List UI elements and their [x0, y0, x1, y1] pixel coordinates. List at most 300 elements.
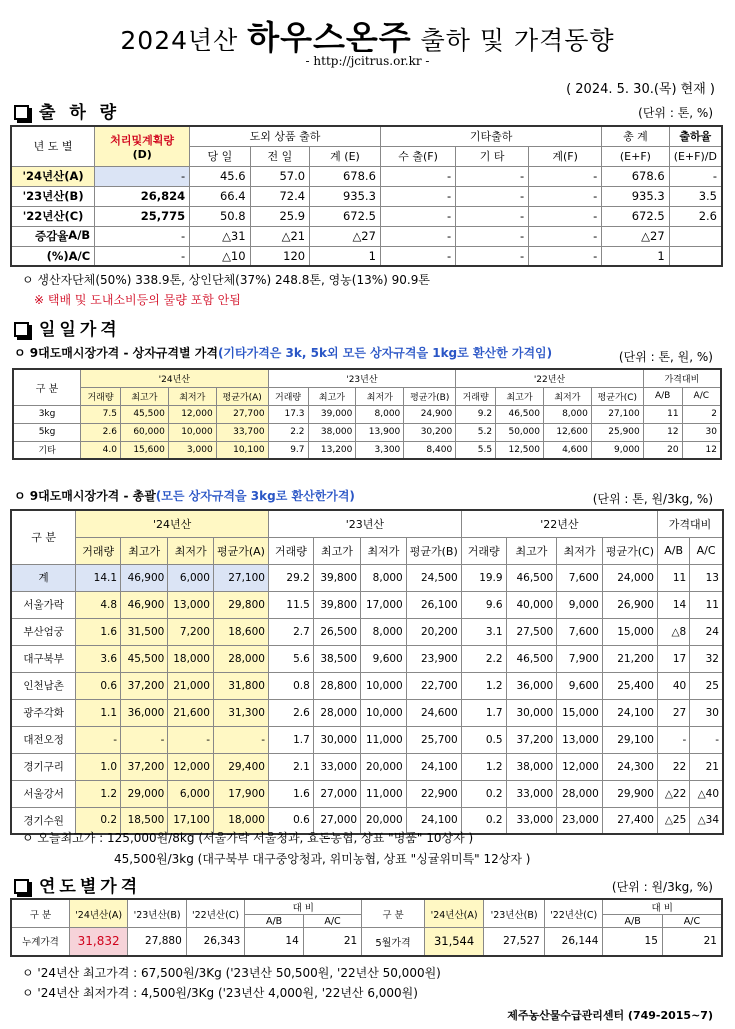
cell: 25,700: [406, 726, 461, 753]
yearly-low-note: ㅇ '24년산 최저가격 : 4,500원/3Kg ('23년산 4,000원, '22년산 6,000원): [22, 986, 418, 1000]
cell: 7,900: [557, 645, 603, 672]
cell: 30: [690, 699, 723, 726]
cell: 66.4: [190, 186, 250, 206]
th-col: 최고가: [313, 537, 360, 564]
th-col: 거래량: [268, 387, 308, 405]
cell: 1.2: [76, 780, 121, 807]
cell: 935.3: [310, 186, 381, 206]
cell: 1: [602, 246, 669, 266]
cell: 19.9: [461, 564, 506, 591]
checkbox-square-icon: [14, 879, 29, 894]
cell: 25,900: [591, 423, 643, 441]
cell: △27: [602, 226, 669, 246]
cell: 13: [690, 564, 723, 591]
cell: 39,800: [313, 591, 360, 618]
cell: 7.5: [81, 405, 121, 423]
cell: 10,000: [361, 672, 407, 699]
cell: 33,000: [506, 780, 557, 807]
cell: 672.5: [310, 206, 381, 226]
cell: 50,000: [496, 423, 544, 441]
cell: -: [658, 726, 690, 753]
cell: 3,000: [168, 441, 216, 459]
row-label: 증감율 A/B: [11, 226, 95, 246]
cell: 45,500: [121, 645, 168, 672]
cell: 0.8: [268, 672, 313, 699]
cell: 17,100: [168, 807, 214, 834]
yearly-unit: (단위 : 원/3kg, %): [611, 880, 713, 894]
cell: △40: [690, 780, 723, 807]
cell: 20,200: [406, 618, 461, 645]
cell: -: [95, 246, 190, 266]
th-y23: '23년산(B): [484, 899, 545, 928]
cell: 30: [682, 423, 721, 441]
cell: 13,000: [168, 591, 214, 618]
checkbox-square-icon: [14, 105, 29, 120]
cell: 24,000: [602, 564, 657, 591]
title-prefix: 2024년산: [120, 26, 248, 55]
th-col: 거래량: [456, 387, 496, 405]
cell: -: [529, 246, 602, 266]
th-y24: '24년산: [76, 510, 269, 537]
cell: △8: [658, 618, 690, 645]
table-row: [11, 645, 723, 672]
cell: 10,000: [168, 423, 216, 441]
cell: 24,100: [602, 699, 657, 726]
cell: 21,000: [168, 672, 214, 699]
cell: 46,500: [506, 645, 557, 672]
th-other-total: 계(F): [529, 146, 602, 166]
cell: -: [456, 226, 529, 246]
cell: 0.5: [461, 726, 506, 753]
th-yesterday: 전 일: [250, 146, 310, 166]
cell: 30,000: [506, 699, 557, 726]
cell: 36,000: [121, 699, 168, 726]
th-col: 최저가: [356, 387, 404, 405]
th-plan: 처리및계획량 (D): [95, 126, 190, 166]
cell: 31,832: [69, 928, 127, 956]
cell: 9,600: [361, 645, 407, 672]
cell: 4.0: [81, 441, 121, 459]
cell: 1.7: [268, 726, 313, 753]
cell: 29.2: [268, 564, 313, 591]
cell: 28,000: [313, 699, 360, 726]
site-url[interactable]: - http://jcitrus.or.kr -: [305, 54, 430, 68]
cell: 27,000: [313, 780, 360, 807]
th-col: 평균가(B): [406, 537, 461, 564]
cell: 37,200: [506, 726, 557, 753]
th-col: 평균가(A): [213, 537, 268, 564]
cell: 24,900: [404, 405, 456, 423]
cell: 678.6: [310, 166, 381, 186]
cell: 32: [690, 645, 723, 672]
cell: 22,700: [406, 672, 461, 699]
cell: 40: [658, 672, 690, 699]
cell: 10,000: [361, 699, 407, 726]
table-row: [11, 618, 723, 645]
cell: 15: [603, 928, 662, 956]
th-ab: A/B: [603, 915, 662, 928]
cell: 672.5: [602, 206, 669, 226]
row-label: '24년산(A): [11, 166, 95, 186]
th-y23: '23년산: [268, 510, 461, 537]
row-label: 대구북부: [11, 645, 76, 672]
row-label: 인천남촌: [11, 672, 76, 699]
cell: 8,000: [543, 405, 591, 423]
th-gubun: 구 분: [362, 899, 425, 928]
cell: [669, 226, 722, 246]
table-row: [11, 206, 722, 226]
row-label: (%) A/C: [11, 246, 95, 266]
shipment-unit: (단위 : 톤, %): [638, 106, 713, 120]
cell: 26,824: [95, 186, 190, 206]
cell: -: [380, 166, 455, 186]
cell: 20: [643, 441, 682, 459]
cell: 120: [250, 246, 310, 266]
cell: 38,500: [313, 645, 360, 672]
cell: 26,100: [406, 591, 461, 618]
cell: 27,527: [484, 928, 545, 956]
cell: 36,000: [506, 672, 557, 699]
cell: 20,000: [361, 753, 407, 780]
cell: 3.6: [76, 645, 121, 672]
th-col: 평균가(C): [591, 387, 643, 405]
table-row: [11, 672, 723, 699]
cell: 11: [658, 564, 690, 591]
cell: -: [529, 186, 602, 206]
table-row: [11, 928, 722, 956]
table-row: [11, 780, 723, 807]
cell: △21: [250, 226, 310, 246]
row-label: 5kg: [13, 423, 81, 441]
cell: 21: [690, 753, 723, 780]
cell: 18,000: [168, 645, 214, 672]
th-y22: '22년산(C): [544, 899, 603, 928]
cell: -: [669, 166, 722, 186]
cell: -: [95, 226, 190, 246]
table-row: [13, 405, 721, 423]
cell: 6,000: [168, 564, 214, 591]
cell: 11,000: [361, 780, 407, 807]
cell: -: [380, 246, 455, 266]
cell: 11,000: [361, 726, 407, 753]
cell: 27,000: [313, 807, 360, 834]
cell: 9.2: [456, 405, 496, 423]
th-gubun: 구 분: [11, 510, 76, 564]
cell: -: [380, 186, 455, 206]
cell: 22: [658, 753, 690, 780]
row-label: 서울강서: [11, 780, 76, 807]
th-col: 최저가: [168, 537, 214, 564]
cell: 2.2: [461, 645, 506, 672]
cell: 2.1: [268, 753, 313, 780]
row-label: 대전오정: [11, 726, 76, 753]
cell: 0.6: [76, 672, 121, 699]
cell: 17,900: [213, 780, 268, 807]
th-col: A/C: [690, 537, 723, 564]
cell: -: [95, 166, 190, 186]
cell: 37,200: [121, 753, 168, 780]
cell: 5.5: [456, 441, 496, 459]
shipment-section-title: 출 하 량: [14, 98, 120, 123]
cell: -: [168, 726, 214, 753]
cell: 20,000: [361, 807, 407, 834]
table-row: [11, 226, 722, 246]
cell: 21,600: [168, 699, 214, 726]
cell: 3,300: [356, 441, 404, 459]
cell: 23,000: [557, 807, 603, 834]
th-year: 년 도 별: [11, 126, 95, 166]
daily-subtitle-1: ㅇ 9대도매시장가격 - 상자규격별 가격(기타가격은 3k, 5k외 모든 상자규격을 1kg로 환산한 가격임): [14, 346, 553, 360]
th-col: 거래량: [268, 537, 313, 564]
cell: -: [456, 206, 529, 226]
cell: △22: [658, 780, 690, 807]
cell: 0.2: [461, 807, 506, 834]
cell: -: [213, 726, 268, 753]
cell: 25: [690, 672, 723, 699]
cell: 3.1: [461, 618, 506, 645]
cell: 24,100: [406, 753, 461, 780]
cell: 1.1: [76, 699, 121, 726]
cell: 935.3: [602, 186, 669, 206]
cell: 30,200: [404, 423, 456, 441]
cell: -: [456, 166, 529, 186]
th-ratio: 출하율: [669, 126, 722, 146]
cell: 9.7: [268, 441, 308, 459]
table-row: [13, 423, 721, 441]
cell: 39,000: [308, 405, 356, 423]
table-row: [11, 166, 722, 186]
th-domestic: 도외 상품 출하: [190, 126, 381, 146]
cell: 72.4: [250, 186, 310, 206]
th-gubun: 구 분: [11, 899, 69, 928]
th-col: 거래량: [81, 387, 121, 405]
table-row: [11, 591, 723, 618]
checkbox-square-icon: [14, 322, 29, 337]
cell: 4,600: [543, 441, 591, 459]
shipment-warning: ※ 택배 및 도내소비등의 물량 포함 안됨: [34, 293, 241, 307]
cell: 3.5: [669, 186, 722, 206]
cell: △34: [690, 807, 723, 834]
row-label: 계: [11, 564, 76, 591]
th-y22: '22년산: [456, 369, 644, 387]
page-title: [0, 12, 735, 59]
title-main: 하우스온주: [247, 18, 412, 57]
th-y22: '22년산: [461, 510, 657, 537]
cell: 12,000: [557, 753, 603, 780]
cell: 8,000: [356, 405, 404, 423]
cell: 1.7: [461, 699, 506, 726]
cell: 25,775: [95, 206, 190, 226]
cell: 14.1: [76, 564, 121, 591]
cell: -: [529, 226, 602, 246]
table-row: [11, 564, 723, 591]
cell: 57.0: [250, 166, 310, 186]
th-y24: '24년산(A): [69, 899, 127, 928]
cell: 1.6: [76, 618, 121, 645]
shipment-table: [10, 125, 723, 267]
table-row: [11, 186, 722, 206]
cell: 5.2: [456, 423, 496, 441]
cell: 37,200: [121, 672, 168, 699]
box-size-price-table: [12, 368, 722, 460]
cell: 27,880: [128, 928, 186, 956]
cell: 14: [658, 591, 690, 618]
th-col: 최고가: [496, 387, 544, 405]
report-date: ( 2024. 5. 30.(목) 현재 ): [566, 82, 715, 97]
row-label: 서울가락: [11, 591, 76, 618]
daily-section-title: 일일가격: [14, 315, 121, 340]
today-high-note-2: 45,500원/3kg (대구북부 대구중앙청과, 위미농협, 상표 "싱귤위미특" 12상자 ): [114, 852, 531, 866]
daily-unit-2: (단위 : 톤, 원/3kg, %): [592, 492, 713, 506]
cell: 0.6: [268, 807, 313, 834]
row-label: 3kg: [13, 405, 81, 423]
cell: -: [529, 166, 602, 186]
th-col: 최고가: [120, 387, 168, 405]
th-other: 기타출하: [380, 126, 601, 146]
cell: 46,900: [121, 591, 168, 618]
cell: 46,500: [496, 405, 544, 423]
cell: 7,600: [557, 564, 603, 591]
cell: 60,000: [120, 423, 168, 441]
cell: 27,100: [213, 564, 268, 591]
th-col: 평균가(A): [216, 387, 268, 405]
cell: -: [76, 726, 121, 753]
th-col: A/C: [682, 387, 721, 405]
cell: 15,000: [602, 618, 657, 645]
cell: 27,700: [216, 405, 268, 423]
th-col: 최고가: [308, 387, 356, 405]
daily-unit-1: (단위 : 톤, 원, %): [618, 350, 713, 364]
cell: 2.7: [268, 618, 313, 645]
th-col: 최저가: [557, 537, 603, 564]
cell: 31,544: [424, 928, 483, 956]
th-col: 거래량: [76, 537, 121, 564]
row-label: '23년산(B): [11, 186, 95, 206]
cell: 1.2: [461, 672, 506, 699]
daily-subtitle-2: ㅇ 9대도매시장가격 - 총괄(모든 상자규격을 3kg로 환산한가격): [14, 489, 355, 503]
cell: 21: [303, 928, 361, 956]
th-ab: A/B: [245, 915, 303, 928]
cell: 39,800: [313, 564, 360, 591]
today-high-note: ㅇ 오늘최고가 : 125,000원/8kg (서울가락 서울청과, 효돈농협, 상표 "명품" 10상자 ): [22, 831, 474, 845]
th-col: A/B: [658, 537, 690, 564]
th-etc: 기 타: [456, 146, 529, 166]
cell: -: [380, 206, 455, 226]
cell: 45,500: [120, 405, 168, 423]
cell: 24: [690, 618, 723, 645]
cell: 5.6: [268, 645, 313, 672]
th-ratio-sub: (E+F)/D: [669, 146, 722, 166]
th-y24: '24년산(A): [424, 899, 483, 928]
cell: 33,000: [506, 807, 557, 834]
row-label: 부산엄궁: [11, 618, 76, 645]
cell: 29,400: [213, 753, 268, 780]
row-label: 5월가격: [362, 928, 425, 956]
cell: 22,900: [406, 780, 461, 807]
row-label: '22년산(C): [11, 206, 95, 226]
cell: △25: [658, 807, 690, 834]
table-row: [13, 441, 721, 459]
yearly-section-title: 연도별가격: [14, 872, 141, 897]
cell: 13,900: [356, 423, 404, 441]
cell: 27,100: [591, 405, 643, 423]
row-label: 기타: [13, 441, 81, 459]
th-daebi: 대 비: [603, 899, 722, 915]
cell: 17: [658, 645, 690, 672]
cell: 28,800: [313, 672, 360, 699]
cell: 7,200: [168, 618, 214, 645]
cell: 18,500: [121, 807, 168, 834]
th-export: 수 출(F): [380, 146, 455, 166]
cell: 1.6: [268, 780, 313, 807]
footer-org: 제주농산물수급관리센터 (749-2015~7): [507, 1009, 713, 1022]
th-y23: '23년산: [268, 369, 456, 387]
cell: 8,000: [361, 618, 407, 645]
row-label: 경기수원: [11, 807, 76, 834]
cell: 18,000: [213, 807, 268, 834]
cell: 12,600: [543, 423, 591, 441]
cell: 11.5: [268, 591, 313, 618]
th-col: 최고가: [121, 537, 168, 564]
cell: 25.9: [250, 206, 310, 226]
cell: -: [456, 246, 529, 266]
cell: 2.2: [268, 423, 308, 441]
cell: 0.2: [461, 780, 506, 807]
th-grand: 총 계: [602, 126, 669, 146]
cell: [669, 246, 722, 266]
cell: 38,000: [506, 753, 557, 780]
cell: 4.8: [76, 591, 121, 618]
cell: 31,500: [121, 618, 168, 645]
cell: 12,500: [496, 441, 544, 459]
cell: 678.6: [602, 166, 669, 186]
th-ac: A/C: [303, 915, 361, 928]
cell: 2.6: [268, 699, 313, 726]
cell: 2.6: [669, 206, 722, 226]
cell: 1.2: [461, 753, 506, 780]
cell: 15,600: [120, 441, 168, 459]
cell: 50.8: [190, 206, 250, 226]
cell: 38,000: [308, 423, 356, 441]
cell: 1.0: [76, 753, 121, 780]
yearly-price-table: [10, 898, 723, 957]
th-col: 최저가: [168, 387, 216, 405]
cell: 24,500: [406, 564, 461, 591]
th-col: 최저가: [543, 387, 591, 405]
cell: 6,000: [168, 780, 214, 807]
th-col: 최저가: [361, 537, 407, 564]
cell: 13,000: [557, 726, 603, 753]
cell: 17,000: [361, 591, 407, 618]
cell: 26,343: [186, 928, 245, 956]
cell: -: [456, 186, 529, 206]
cell: 26,900: [602, 591, 657, 618]
th-gubun: 구 분: [13, 369, 81, 405]
cell: 23,900: [406, 645, 461, 672]
cell: 33,700: [216, 423, 268, 441]
cell: 29,100: [602, 726, 657, 753]
table-row: [11, 246, 722, 266]
cell: 2: [682, 405, 721, 423]
cell: 11: [690, 591, 723, 618]
row-label: 광주각화: [11, 699, 76, 726]
cell: 46,900: [121, 564, 168, 591]
cell: 12: [643, 423, 682, 441]
cell: △31: [190, 226, 250, 246]
cell: 7,600: [557, 618, 603, 645]
cell: 21: [662, 928, 722, 956]
cell: 17.3: [268, 405, 308, 423]
